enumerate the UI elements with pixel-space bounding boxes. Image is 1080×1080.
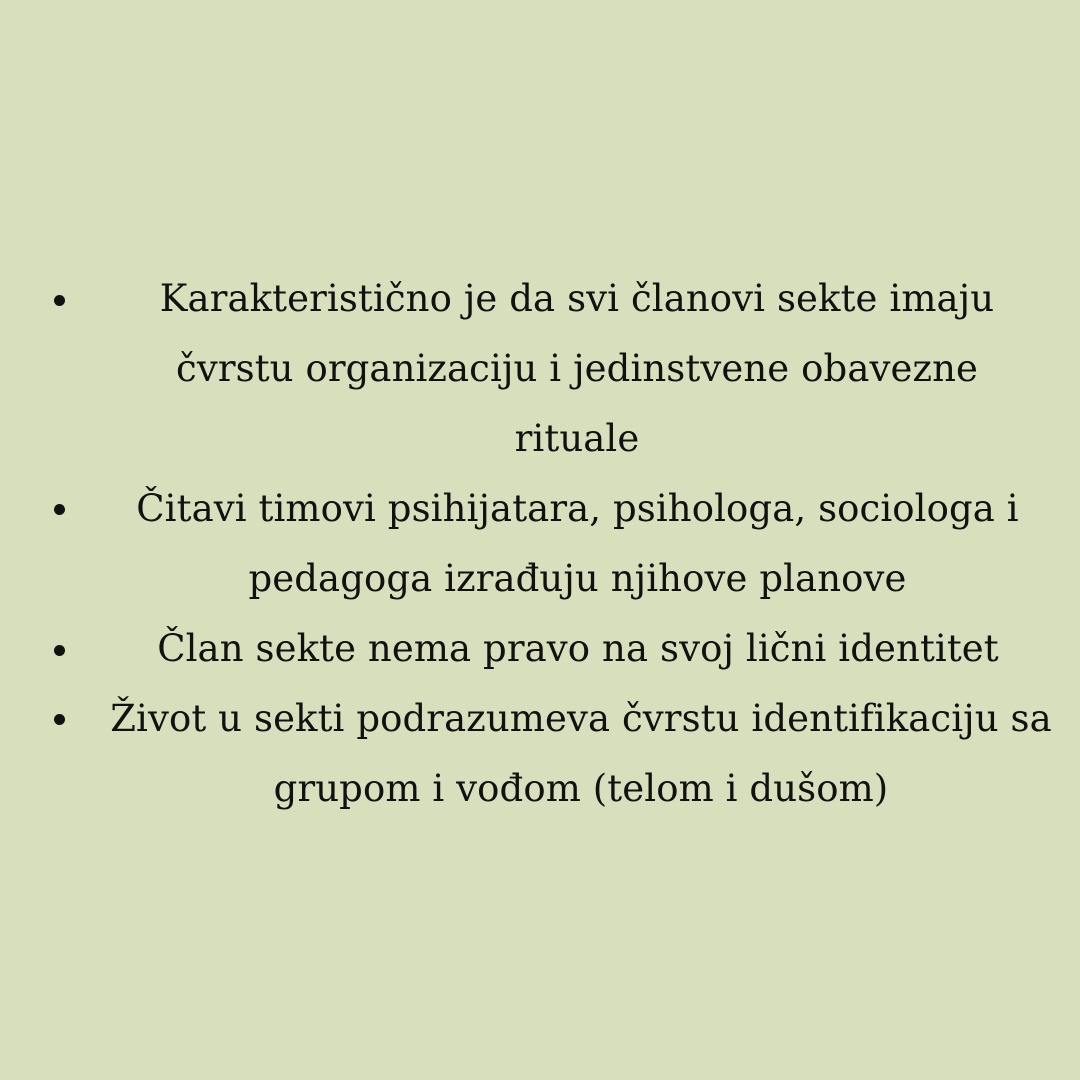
bullet-text: Član sekte nema pravo na svoj lični identitet: [157, 627, 999, 670]
bullet-dot-icon: [54, 504, 65, 515]
bullet-dot-icon: [54, 714, 65, 725]
bullet-text: Karakteristično je da svi članovi sekte imaju čvrstu organizaciju i jedinstvene obavezne rituale: [159, 277, 995, 460]
bullet-item: [40, 614, 1075, 684]
bullet-item: [40, 684, 1075, 824]
bullet-item: [40, 264, 1075, 474]
bullet-dot-icon: [54, 645, 65, 656]
bullet-text: Čitavi timovi psihijatara, psihologa, sociologa i pedagoga izrađuju njihove planove: [136, 487, 1019, 600]
bullet-item: [40, 474, 1075, 614]
bullet-dot-icon: [54, 295, 65, 306]
bullet-text: Život u sekti podrazumeva čvrstu identifikaciju sa grupom i vođom (telom i dušom): [110, 697, 1052, 810]
